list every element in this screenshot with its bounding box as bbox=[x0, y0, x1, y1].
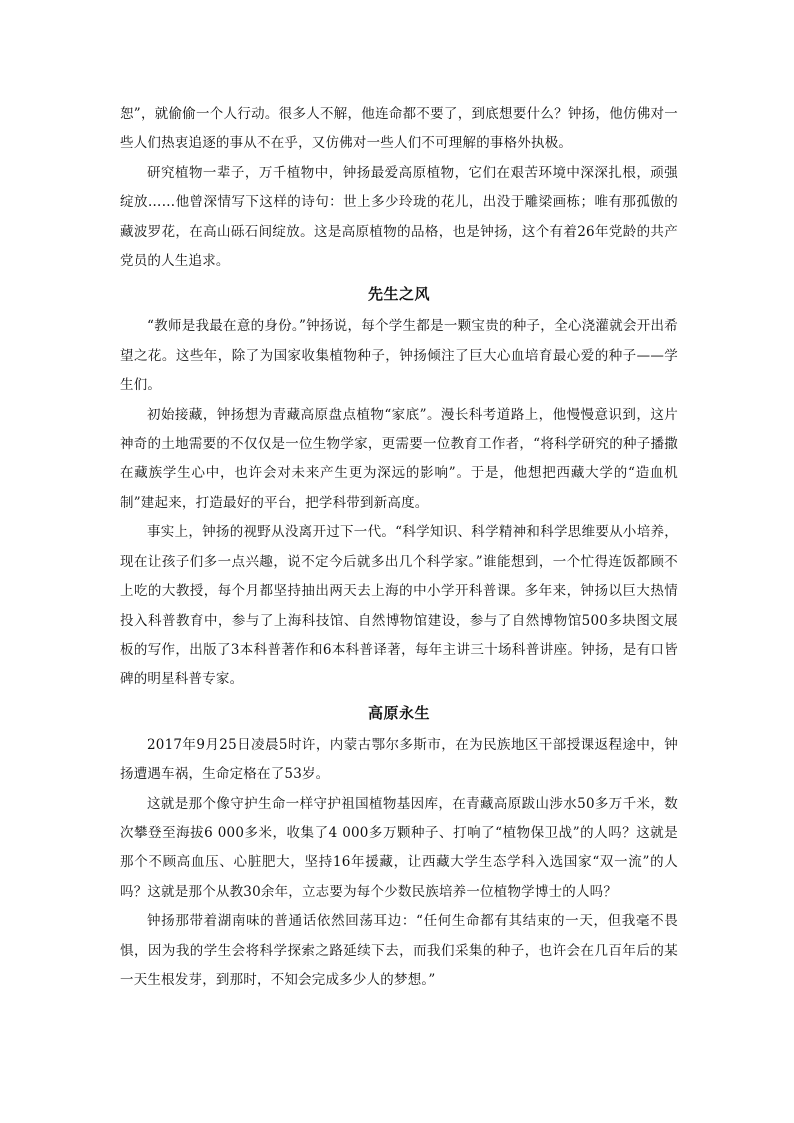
paragraph-teacher-3: 事实上，钟扬的视野从没离开过下一代。“科学知识、科学精神和科学思维要从小培养，现在让孩子们多一点兴趣，说不定今后就多出几个科学家。”谁能想到，一个忙得连饭都顾不上吃的大教授，每个月都坚持抽出两天去上海的中小学开科普课。多年来，钟扬以巨大热情投入科普教育中，参与了上海科技馆、自然博物馆建设，参与了自然博物馆500多块图文展板的写作，出版了3本科普著作和6本科普译著，每年主讲三十场科普讲座。钟扬，是有口皆碑的明星科普专家。 bbox=[120, 524, 678, 688]
paragraph-plants: 研究植物一辈子，万千植物中，钟扬最爱高原植物，它们在艰苦环境中深深扎根，顽强绽放……他曾深情写下这样的诗句：世上多少玲珑的花儿，出没于雕梁画栋；唯有那孤傲的藏波罗花，在高山砾石间绽放。这是高原植物的品格，也是钟扬，这个有着26年党龄的共产党员的人生追求。 bbox=[120, 164, 678, 270]
paragraph-eternal-3: 钟扬那带着湖南味的普通话依然回荡耳边：“任何生命都有其结束的一天，但我毫不畏惧，因为我的学生会将科学探索之路延续下去，而我们采集的种子，也许会在几百年后的某一天生根发芽，到那时，不知会完成多少人的梦想。” bbox=[120, 913, 678, 988]
paragraph-eternal-2: 这就是那个像守护生命一样守护祖国植物基因库，在青藏高原跋山涉水50多万千米，数次攀登至海拔6 000多米，收集了4 000多万颗种子、打响了“植物保卫战”的人吗？这就是那个不顾高血压、心脏肥大，坚持16年援藏，让西藏大学生态学科入选国家“双一流”的人吗？这就是那个从教30余年，立志要为每个少数民族培养一位植物学博士的人吗？ bbox=[120, 795, 678, 900]
section-heading-eternal: 高原永生 bbox=[367, 703, 430, 722]
paragraph-eternal-1: 2017年9月25日凌晨5时许，内蒙古鄂尔多斯市，在为民族地区干部授课返程途中，钟扬遭遇车祸，生命定格在了53岁。 bbox=[120, 736, 678, 783]
paragraph-teacher-2: 初始接藏，钟扬想为青藏高原盘点植物“家底”。漫长科考道路上，他慢慢意识到，这片神奇的土地需要的不仅仅是一位生物学家，更需要一位教育工作者，“将科学研究的种子播撒在藏族学生心中，也许会对未来产生更为深远的影响”。于是，他想把西藏大学的“造血机制”建起来，打造最好的平台，把学科带到新高度。 bbox=[120, 406, 678, 511]
paragraph-teacher-1: “教师是我最在意的身份。”钟扬说，每个学生都是一颗宝贵的种子，全心浇灌就会开出希望之花。这些年，除了为国家收集植物种子，钟扬倾注了巨大心血培育最心爱的种子——学生们。 bbox=[120, 318, 678, 394]
section-heading-teacher: 先生之风 bbox=[367, 285, 430, 304]
document-page bbox=[120, 100, 678, 995]
paragraph-intro: 恕”，就偷偷一个人行动。很多人不解，他连命都不要了，到底想要什么？钟扬，他仿佛对一些人们热衷追逐的事从不在乎，又仿佛对一些人们不可理解的事格外执极。 bbox=[120, 106, 678, 152]
